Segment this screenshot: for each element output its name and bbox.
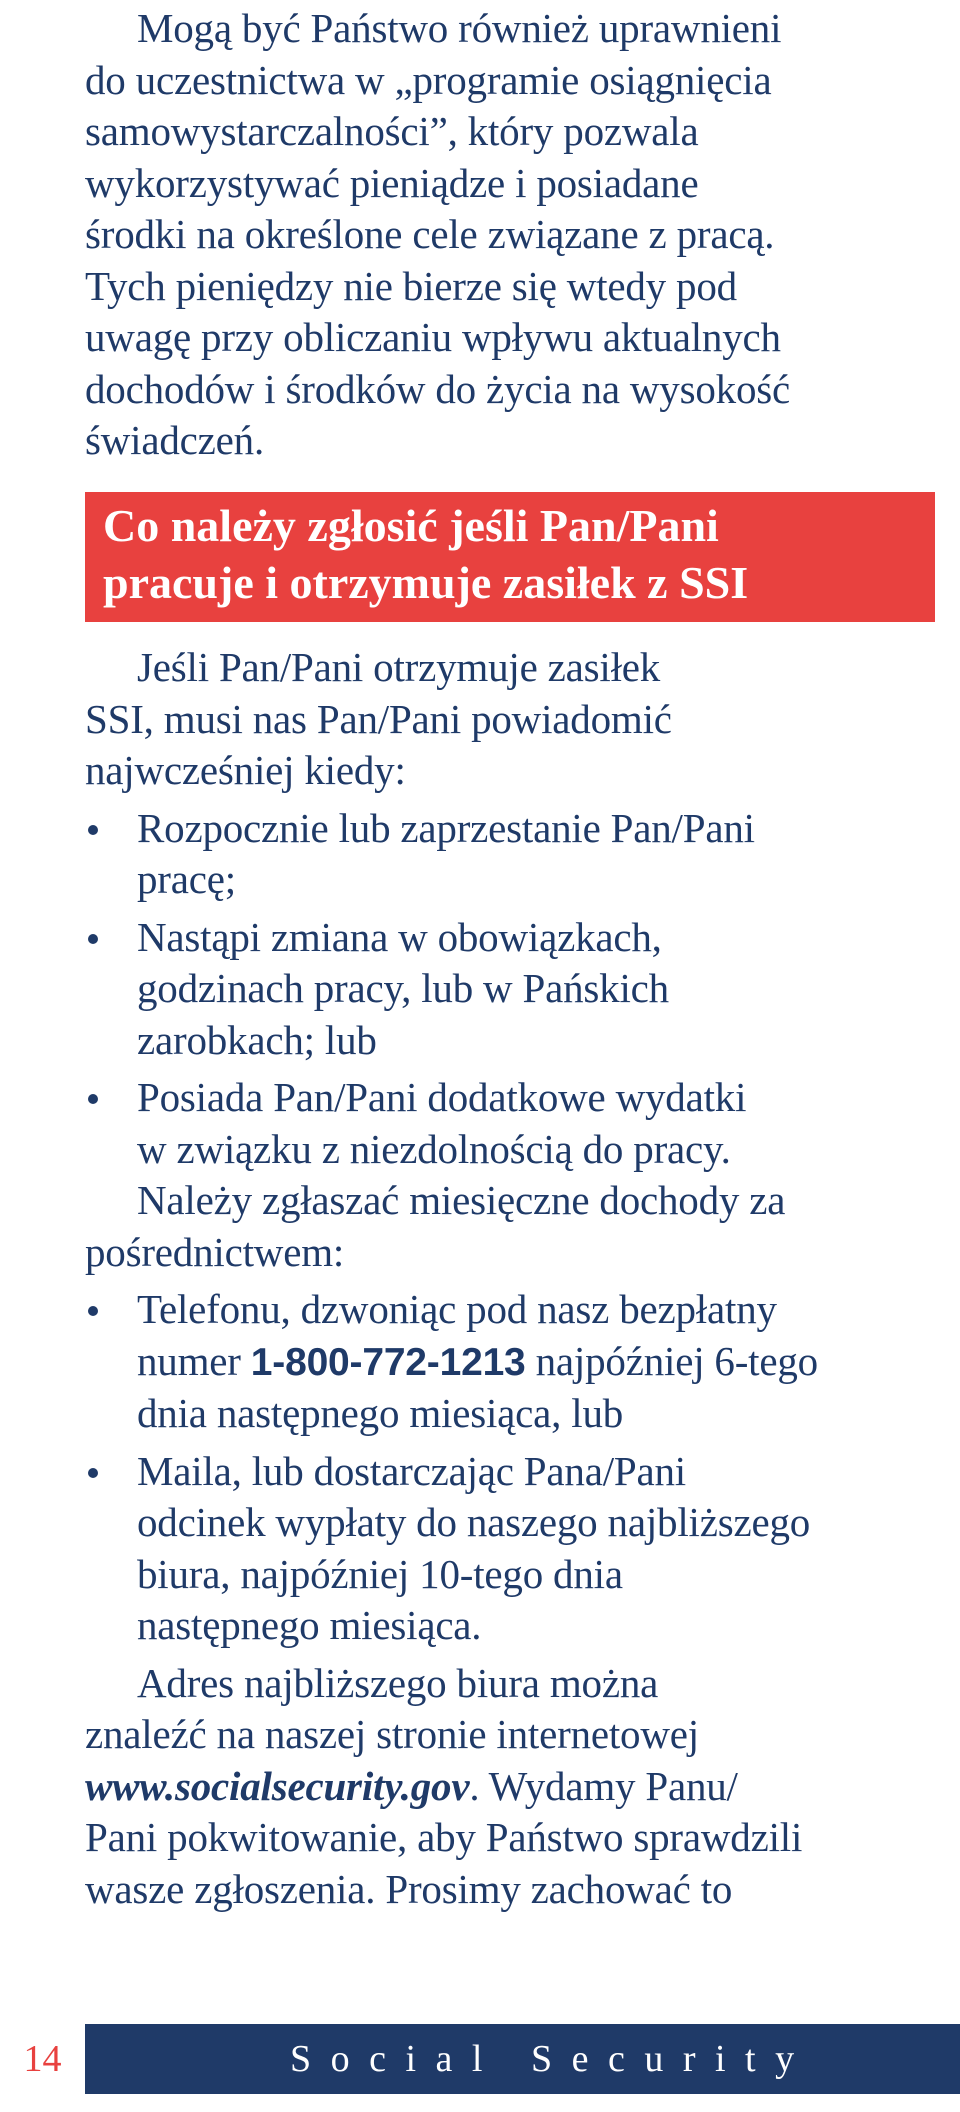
list-item-line: Telefonu, dzwoniąc pod nasz bezpłatny xyxy=(137,1286,777,1332)
bullet-icon xyxy=(88,934,98,944)
section-heading xyxy=(103,497,748,611)
paragraph-line: znaleźć na naszej stronie internetowej xyxy=(85,1711,699,1757)
document-body-continued xyxy=(85,642,905,1915)
list-item xyxy=(85,912,905,1067)
list-item-line: odcinek wypłaty do naszego najbliższego xyxy=(137,1499,811,1545)
paragraph-line: wasze zgłoszenia. Prosimy zachować to xyxy=(85,1865,733,1912)
bullet-icon xyxy=(88,1306,98,1316)
reporting-conditions-list xyxy=(85,803,905,1176)
list-item-line: w związku z niezdolnością do pracy. xyxy=(137,1125,731,1172)
intro-line: samowystarczalności”, który pozwala xyxy=(85,108,699,154)
intro-line: uwagę przy obliczaniu wpływu aktualnych xyxy=(85,314,781,360)
list-item-line: Nastąpi zmiana w obowiązkach, xyxy=(137,913,662,960)
office-address-paragraph xyxy=(85,1658,905,1916)
list-item-line: zarobkach; lub xyxy=(137,1016,377,1063)
intro-line: dochodów i środków do życia na wysokość xyxy=(85,365,791,412)
intro-line: do uczestnictwa w „programie osiągnięcia xyxy=(85,56,772,103)
paragraph-line: Adres najbliższego biura można xyxy=(137,1659,659,1706)
list-item xyxy=(85,1072,905,1175)
website-link[interactable]: www.socialsecurity.gov xyxy=(85,1762,470,1809)
intro-line: wykorzystywać pieniądze i posiadane xyxy=(85,159,699,206)
bullet-icon xyxy=(88,1094,98,1104)
list-item-line: godzinach pracy, lub w Pańskich xyxy=(137,965,669,1011)
list-item xyxy=(85,1446,905,1652)
monthly-income-paragraph xyxy=(85,1175,905,1278)
list-item xyxy=(85,1284,905,1440)
paragraph-line: pośrednictwem: xyxy=(85,1228,345,1275)
paragraph-text: . Wydamy Panu/ xyxy=(469,1762,738,1809)
list-item-text: najpóźniej 6-tego xyxy=(525,1337,818,1384)
phone-number[interactable]: 1-800-772-1213 xyxy=(250,1340,526,1384)
reporting-methods-list xyxy=(85,1284,905,1652)
intro-line: Tych pieniędzy nie bierze się wtedy pod xyxy=(85,262,737,309)
page-number: 14 xyxy=(23,2038,62,2080)
list-item-line: biura, najpóźniej 10-tego dnia xyxy=(137,1550,623,1597)
list-item-text: numer xyxy=(137,1337,251,1384)
list-item xyxy=(85,803,905,906)
paragraph-line: najwcześniej kiedy: xyxy=(85,747,406,793)
list-item-line: Rozpocznie lub zaprzestanie Pan/Pani xyxy=(137,804,755,851)
list-item-line: Posiada Pan/Pani dodatkowe wydatki xyxy=(137,1074,747,1120)
intro-line: świadczeń. xyxy=(85,417,264,463)
intro-line: Mogą być Państwo również uprawnieni xyxy=(137,5,782,51)
list-item-line: następnego miesiąca. xyxy=(137,1602,482,1648)
paragraph-line: Pani pokwitowanie, aby Państwo sprawdzili xyxy=(85,1814,803,1860)
list-item-line xyxy=(137,1336,905,1389)
paragraph-line xyxy=(85,1761,905,1813)
footer-title: Social Security xyxy=(290,2038,814,2080)
intro-line: środki na określone cele związane z pracą. xyxy=(85,211,775,257)
list-item-line: dnia następnego miesiąca, lub xyxy=(137,1390,624,1436)
bullet-icon xyxy=(88,1468,98,1478)
list-item-line: Maila, lub dostarczając Pana/Pani xyxy=(137,1447,686,1494)
intro-paragraph xyxy=(85,3,905,467)
section-heading-line: Co należy zgłosić jeśli Pan/Pani xyxy=(103,500,719,551)
bullet-icon xyxy=(88,825,98,835)
paragraph-line: Należy zgłaszać miesięczne dochody za xyxy=(137,1177,786,1223)
document-body xyxy=(85,3,905,467)
list-item-line: pracę; xyxy=(137,856,236,902)
paragraph-line: Jeśli Pan/Pani otrzymuje zasiłek xyxy=(137,644,661,690)
section-heading-line: pracuje i otrzymuje zasiłek z SSI xyxy=(103,557,749,608)
reporting-intro-paragraph xyxy=(85,642,905,797)
paragraph-line: SSI, musi nas Pan/Pani powiadomić xyxy=(85,695,672,742)
